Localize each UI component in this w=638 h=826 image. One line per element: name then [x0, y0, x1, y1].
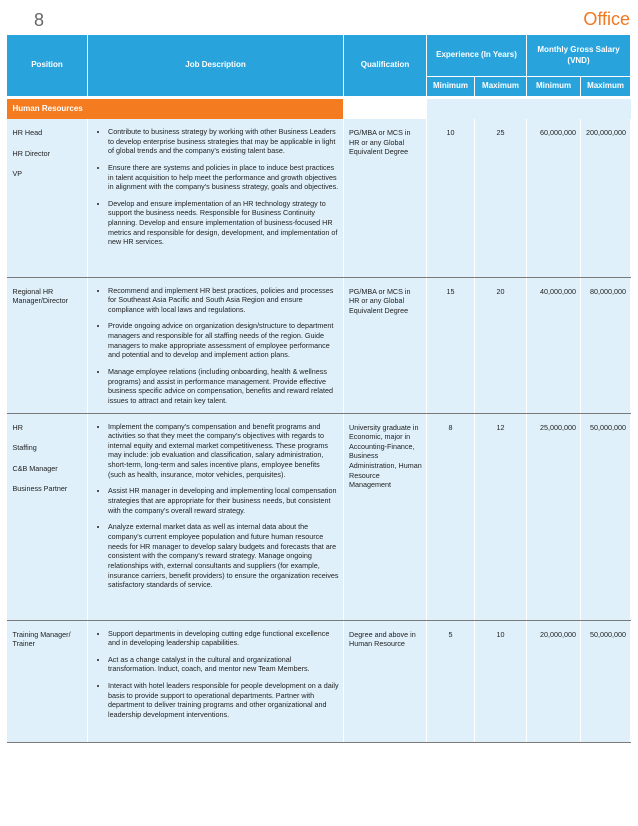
table-row: [7, 119, 631, 277]
position-title: Regional HR Manager/Director: [12, 286, 69, 306]
description-bullet: • Ensure there are systems and policies in place to induce best practices in talent acquisition to help meet the performance and growth objectives in alignment with the company’s business strategy, goals and objectives.: [108, 163, 339, 192]
description-bullet: • Implement the company’s compensation and benefit programs and activities so that they meet the company’s objectives with regards to internal equity and external market competitiveness. These programs may include: job evaluation and classification, salary administration, short-term, long-term and sales incentive plans, employee benefits (such as health, insurance, motor vehicles, perquisites).: [108, 422, 339, 480]
sal-min-cell: 25,000,000: [527, 413, 581, 620]
description-bullet: • Support departments in developing cutting edge functional excellence and in developing leadership capabilities.: [108, 629, 339, 648]
position-title: C&B Manager: [12, 463, 58, 473]
description-bullet: • Assist HR manager in developing and implementing local compensation strategies that are appropriate for their business needs, but consistent with the company’s overall reward strategy.: [108, 486, 339, 515]
position-title: HR Director: [12, 148, 51, 158]
exp-min-header: Minimum: [427, 77, 475, 97]
position-cell: [7, 413, 88, 620]
exp-min-cell: 8: [427, 413, 475, 620]
position-title: HR Head: [12, 128, 43, 137]
qualification-cell: PG/MBA or MCS in HR or any Global Equivalent Degree: [344, 277, 427, 413]
exp-max-cell: 10: [475, 620, 527, 742]
sal-max-cell: 50,000,000: [581, 413, 631, 620]
qualification-cell: PG/MBA or MCS in HR or any Global Equivalent Degree: [344, 119, 427, 277]
col-description-header: Job Description: [88, 35, 344, 97]
table-row: [7, 620, 631, 742]
table-row: [7, 413, 631, 620]
sal-min-cell: 60,000,000: [527, 119, 581, 277]
description-bullet: • Develop and ensure implementation of an HR technology strategy to support the business needs. Responsible for Business Continuity planning. Develop and ensure implementation of business-focused HR metrics and responsible for design, development, and implementation of new HR services.: [108, 199, 339, 247]
col-salary-header: Monthly Gross Salary (VND): [527, 35, 631, 77]
page-number: 8: [34, 10, 45, 30]
position-title: Staffing: [12, 443, 37, 453]
exp-min-cell: 15: [427, 277, 475, 413]
table-row: [7, 277, 631, 413]
exp-min-cell: 5: [427, 620, 475, 742]
description-bullet: • Recommend and implement HR best practices, policies and processes for Southeast Asia Pacific and South Asia Region and ensure compliance with local laws and regulations.: [108, 286, 339, 315]
col-position-header: Position: [7, 35, 88, 97]
sal-min-cell: 40,000,000: [527, 277, 581, 413]
sal-max-cell: 80,000,000: [581, 277, 631, 413]
description-bullet: • Interact with hotel leaders responsible for people development on a daily basis to provide support to operational departments. Partner with department to deliver training programs and other organizational and leadership development interventions.: [108, 681, 339, 720]
position-title: HR: [12, 422, 23, 432]
description-bullet: • Analyze external market data as well as internal data about the company’s current employee population and future human resource needs for HR manager to develop salary budgets and forecasts that are consistent with the company’s reward strategy. Manage ongoing relationships with, external consultants and suppliers (for example, insurance carriers, benefit providers) to ensure the organization receives satisfactory standards of service.: [108, 522, 339, 589]
description-cell: [88, 620, 344, 742]
description-bullet: • Provide ongoing advice on organization design/structure to department managers and responsible for all staffing needs of the region. Guide managers to make appropriate assessment of employee performance and potential and to develop and implement action plans.: [108, 321, 339, 360]
description-bullet: • Act as a change catalyst in the cultural and organizational transformation. Induct, coach, and mentor new Team Members.: [108, 655, 339, 674]
exp-max-cell: 25: [475, 119, 527, 277]
position-cell: [7, 620, 88, 742]
exp-max-cell: 20: [475, 277, 527, 413]
section-title: Human Resources: [7, 99, 343, 119]
exp-min-cell: 10: [427, 119, 475, 277]
sal-min-cell: 20,000,000: [527, 620, 581, 742]
position-cell: [7, 277, 88, 413]
description-cell: [88, 277, 344, 413]
col-experience-header: Experience (In Years): [427, 35, 527, 77]
description-bullet: • Manage employee relations (including onboarding, health & wellness programs) and assist in performance management. Provide effective business specific advice on compensation, benefits and reward related issues to attract and retain key talent.: [108, 367, 339, 406]
exp-max-cell: 12: [475, 413, 527, 620]
exp-max-header: Maximum: [475, 77, 527, 97]
col-qualification-header: Qualification: [344, 35, 427, 97]
section-filler: [427, 99, 631, 119]
job-table: [6, 34, 631, 743]
sal-max-cell: 200,000,000: [581, 119, 631, 277]
brand-label: Office: [583, 9, 630, 29]
position-title: Business Partner: [12, 484, 68, 494]
position-title: Training Manager/ Trainer: [12, 629, 71, 649]
qualification-cell: Degree and above in Human Resource: [344, 620, 427, 742]
position-cell: [7, 119, 88, 277]
sal-max-header: Maximum: [581, 77, 631, 97]
position-title: VP: [12, 169, 23, 179]
sal-max-cell: 50,000,000: [581, 620, 631, 742]
description-cell: [88, 413, 344, 620]
qualification-cell: University graduate in Economic, major in Accounting-Finance, Business Administration, Human Resource Management: [344, 413, 427, 620]
sal-min-header: Minimum: [527, 77, 581, 97]
description-bullet: • Contribute to business strategy by working with other Business Leaders to develop enterprise business strategies that may be applicable in light of global trends and the company’s existing talent base.: [108, 127, 339, 156]
description-cell: [88, 119, 344, 277]
